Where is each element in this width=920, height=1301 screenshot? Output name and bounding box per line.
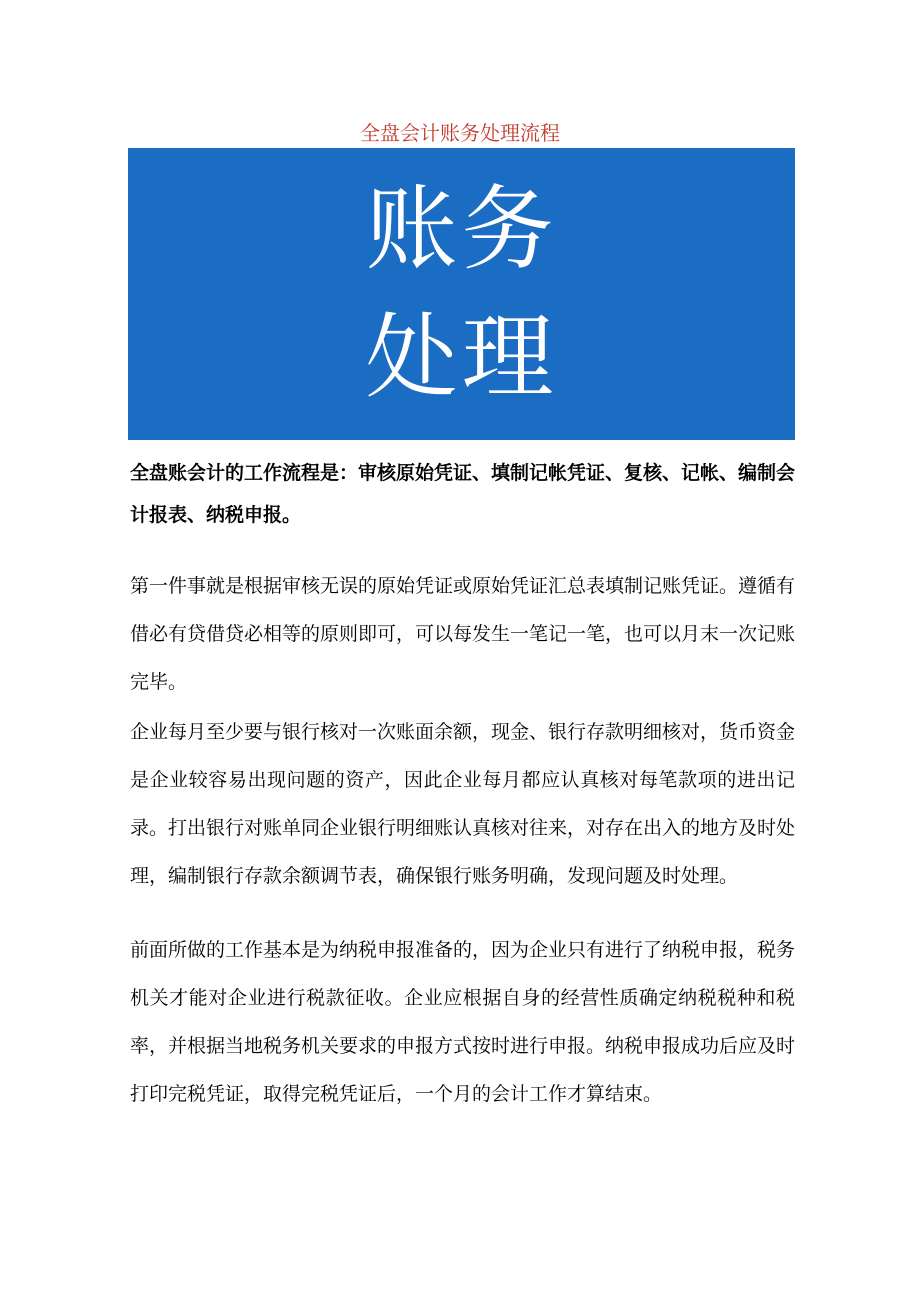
- title-banner: [128, 148, 795, 440]
- paragraph-1: 第一件事就是根据审核无误的原始凭证或原始凭证汇总表填制记账凭证。遵循有借必有贷借贷必相等的原则即可，可以每发生一笔记一笔，也可以月末一次记账完毕。: [130, 575, 796, 693]
- lead-paragraph: 全盘账会计的工作流程是：审核原始凭证、填制记帐凭证、复核、记帐、编制会计报表、纳税申报。: [130, 462, 796, 526]
- banner-line-2: 处理: [365, 304, 558, 411]
- document-title: 全盘会计账务处理流程: [360, 121, 560, 145]
- banner-line-1: 账务: [365, 176, 558, 283]
- paragraph-2: 企业每月至少要与银行核对一次账面余额，现金、银行存款明细核对，货币资金是企业较容易出现问题的资产，因此企业每月都应认真核对每笔款项的进出记录。打出银行对账单同企业银行明细账认真核对往来，对存在出入的地方及时处理，编制银行存款余额调节表，确保银行账务明确，发现问题及时处理。: [130, 721, 796, 887]
- paragraph-3: 前面所做的工作基本是为纳税申报准备的，因为企业只有进行了纳税申报，税务机关才能对企业进行税款征收。企业应根据自身的经营性质确定纳税税种和税率，并根据当地税务机关要求的申报方式按时进行申报。纳税申报成功后应及时打印完税凭证，取得完税凭证后，一个月的会计工作才算结束。: [130, 939, 796, 1105]
- document-body: [130, 452, 795, 1118]
